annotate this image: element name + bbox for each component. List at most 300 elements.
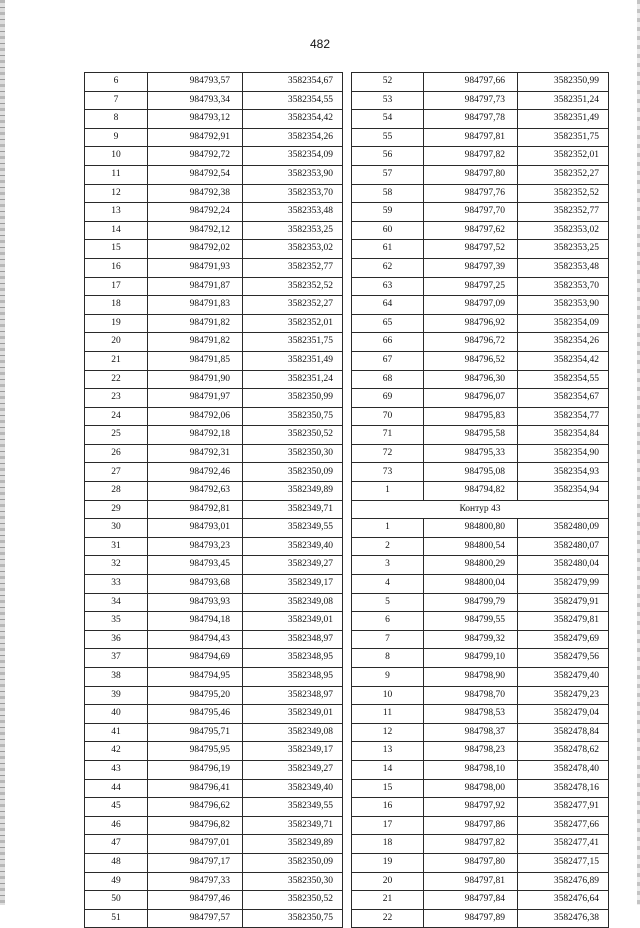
x-coordinate-cell: 984797,73 — [424, 91, 518, 110]
point-number-cell: 70 — [352, 407, 424, 426]
table-row — [352, 779, 609, 798]
point-number-cell: 26 — [85, 444, 148, 463]
y-coordinate-cell: 3582480,04 — [518, 556, 609, 575]
y-coordinate-cell: 3582352,77 — [243, 258, 343, 277]
point-number-cell: 36 — [85, 630, 148, 649]
table-row — [85, 630, 343, 649]
table-row — [85, 853, 343, 872]
y-coordinate-cell: 3582349,08 — [243, 723, 343, 742]
table-row — [85, 909, 343, 928]
y-coordinate-cell: 3582349,17 — [243, 575, 343, 594]
x-coordinate-cell: 984797,82 — [424, 147, 518, 166]
table-row — [352, 649, 609, 668]
y-coordinate-cell: 3582354,26 — [518, 333, 609, 352]
coordinates-table-left — [84, 72, 343, 928]
y-coordinate-cell: 3582348,97 — [243, 630, 343, 649]
table-row — [352, 742, 609, 761]
table-row — [352, 165, 609, 184]
x-coordinate-cell: 984794,18 — [148, 612, 243, 631]
y-coordinate-cell: 3582351,49 — [518, 110, 609, 129]
table-row — [352, 612, 609, 631]
x-coordinate-cell: 984798,70 — [424, 686, 518, 705]
point-number-cell: 5 — [352, 593, 424, 612]
x-coordinate-cell: 984797,33 — [148, 872, 243, 891]
x-coordinate-cell: 984797,57 — [148, 909, 243, 928]
point-number-cell: 53 — [352, 91, 424, 110]
x-coordinate-cell: 984792,12 — [148, 221, 243, 240]
y-coordinate-cell: 3582349,71 — [243, 500, 343, 519]
y-coordinate-cell: 3582352,77 — [518, 203, 609, 222]
y-coordinate-cell: 3582352,01 — [518, 147, 609, 166]
y-coordinate-cell: 3582478,40 — [518, 760, 609, 779]
table-row — [85, 463, 343, 482]
y-coordinate-cell: 3582352,52 — [243, 277, 343, 296]
x-coordinate-cell: 984792,06 — [148, 407, 243, 426]
y-coordinate-cell: 3582349,01 — [243, 705, 343, 724]
point-number-cell: 15 — [85, 240, 148, 259]
table-row — [85, 686, 343, 705]
coordinates-table-right — [351, 72, 609, 928]
point-number-cell: 29 — [85, 500, 148, 519]
point-number-cell: 35 — [85, 612, 148, 631]
point-number-cell: 1 — [352, 519, 424, 538]
x-coordinate-cell: 984797,80 — [424, 853, 518, 872]
table-row — [85, 612, 343, 631]
x-coordinate-cell: 984791,85 — [148, 351, 243, 370]
table-row — [352, 110, 609, 129]
x-coordinate-cell: 984799,10 — [424, 649, 518, 668]
point-number-cell: 55 — [352, 128, 424, 147]
table-row — [85, 575, 343, 594]
y-coordinate-cell: 3582478,84 — [518, 723, 609, 742]
y-coordinate-cell: 3582479,69 — [518, 630, 609, 649]
point-number-cell: 3 — [352, 556, 424, 575]
point-number-cell: 46 — [85, 816, 148, 835]
y-coordinate-cell: 3582354,67 — [243, 73, 343, 92]
y-coordinate-cell: 3582479,99 — [518, 575, 609, 594]
table-row — [85, 128, 343, 147]
table-row — [352, 147, 609, 166]
y-coordinate-cell: 3582354,90 — [518, 444, 609, 463]
x-coordinate-cell: 984796,92 — [424, 314, 518, 333]
point-number-cell: 25 — [85, 426, 148, 445]
table-row — [352, 370, 609, 389]
table-row — [352, 798, 609, 817]
table-row — [85, 742, 343, 761]
y-coordinate-cell: 3582349,01 — [243, 612, 343, 631]
y-coordinate-cell: 3582351,24 — [518, 91, 609, 110]
x-coordinate-cell: 984799,32 — [424, 630, 518, 649]
table-row — [85, 556, 343, 575]
x-coordinate-cell: 984792,81 — [148, 500, 243, 519]
y-coordinate-cell: 3582479,40 — [518, 668, 609, 687]
y-coordinate-cell: 3582349,89 — [243, 835, 343, 854]
table-row — [352, 519, 609, 538]
point-number-cell: 31 — [85, 537, 148, 556]
point-number-cell: 66 — [352, 333, 424, 352]
table-row — [85, 816, 343, 835]
table-row — [85, 705, 343, 724]
x-coordinate-cell: 984800,04 — [424, 575, 518, 594]
y-coordinate-cell: 3582478,62 — [518, 742, 609, 761]
y-coordinate-cell: 3582349,55 — [243, 519, 343, 538]
y-coordinate-cell: 3582350,30 — [243, 444, 343, 463]
point-number-cell: 18 — [352, 835, 424, 854]
table-row — [352, 91, 609, 110]
point-number-cell: 33 — [85, 575, 148, 594]
x-coordinate-cell: 984796,19 — [148, 760, 243, 779]
y-coordinate-cell: 3582350,99 — [243, 389, 343, 408]
point-number-cell: 61 — [352, 240, 424, 259]
point-number-cell: 43 — [85, 760, 148, 779]
y-coordinate-cell: 3582476,38 — [518, 909, 609, 928]
point-number-cell: 34 — [85, 593, 148, 612]
point-number-cell: 11 — [85, 165, 148, 184]
table-row — [85, 649, 343, 668]
table-row — [352, 909, 609, 928]
y-coordinate-cell: 3582349,89 — [243, 482, 343, 501]
table-row — [85, 891, 343, 910]
table-row — [352, 389, 609, 408]
table-row — [352, 872, 609, 891]
point-number-cell: 71 — [352, 426, 424, 445]
point-number-cell: 8 — [352, 649, 424, 668]
table-row — [85, 184, 343, 203]
x-coordinate-cell: 984799,79 — [424, 593, 518, 612]
y-coordinate-cell: 3582354,09 — [243, 147, 343, 166]
x-coordinate-cell: 984792,72 — [148, 147, 243, 166]
y-coordinate-cell: 3582353,90 — [518, 296, 609, 315]
x-coordinate-cell: 984791,87 — [148, 277, 243, 296]
point-number-cell: 16 — [352, 798, 424, 817]
point-number-cell: 20 — [85, 333, 148, 352]
x-coordinate-cell: 984797,09 — [424, 296, 518, 315]
y-coordinate-cell: 3582349,17 — [243, 742, 343, 761]
point-number-cell: 38 — [85, 668, 148, 687]
table-row — [352, 296, 609, 315]
x-coordinate-cell: 984793,68 — [148, 575, 243, 594]
x-coordinate-cell: 984791,97 — [148, 389, 243, 408]
point-number-cell: 49 — [85, 872, 148, 891]
x-coordinate-cell: 984794,95 — [148, 668, 243, 687]
point-number-cell: 18 — [85, 296, 148, 315]
x-coordinate-cell: 984795,46 — [148, 705, 243, 724]
y-coordinate-cell: 3582354,93 — [518, 463, 609, 482]
point-number-cell: 37 — [85, 649, 148, 668]
x-coordinate-cell: 984797,17 — [148, 853, 243, 872]
x-coordinate-cell: 984797,89 — [424, 909, 518, 928]
x-coordinate-cell: 984800,80 — [424, 519, 518, 538]
point-number-cell: 10 — [85, 147, 148, 166]
point-number-cell: 44 — [85, 779, 148, 798]
table-row — [85, 73, 343, 92]
table-row — [352, 537, 609, 556]
x-coordinate-cell: 984797,86 — [424, 816, 518, 835]
x-coordinate-cell: 984796,07 — [424, 389, 518, 408]
table-row — [352, 593, 609, 612]
x-coordinate-cell: 984796,62 — [148, 798, 243, 817]
point-number-cell: 22 — [352, 909, 424, 928]
x-coordinate-cell: 984792,38 — [148, 184, 243, 203]
x-coordinate-cell: 984792,24 — [148, 203, 243, 222]
point-number-cell: 42 — [85, 742, 148, 761]
point-number-cell: 47 — [85, 835, 148, 854]
x-coordinate-cell: 984796,30 — [424, 370, 518, 389]
x-coordinate-cell: 984797,81 — [424, 128, 518, 147]
point-number-cell: 8 — [85, 110, 148, 129]
y-coordinate-cell: 3582352,27 — [518, 165, 609, 184]
point-number-cell: 54 — [352, 110, 424, 129]
y-coordinate-cell: 3582352,01 — [243, 314, 343, 333]
table-row — [352, 203, 609, 222]
x-coordinate-cell: 984794,69 — [148, 649, 243, 668]
x-coordinate-cell: 984792,46 — [148, 463, 243, 482]
x-coordinate-cell: 984797,62 — [424, 221, 518, 240]
table-row — [85, 147, 343, 166]
point-number-cell: 59 — [352, 203, 424, 222]
y-coordinate-cell: 3582350,09 — [243, 463, 343, 482]
point-number-cell: 17 — [352, 816, 424, 835]
y-coordinate-cell: 3582353,25 — [243, 221, 343, 240]
y-coordinate-cell: 3582350,99 — [518, 73, 609, 92]
x-coordinate-cell: 984800,54 — [424, 537, 518, 556]
table-row — [85, 593, 343, 612]
point-number-cell: 10 — [352, 686, 424, 705]
table-row — [85, 165, 343, 184]
x-coordinate-cell: 984795,08 — [424, 463, 518, 482]
table-row — [85, 835, 343, 854]
y-coordinate-cell: 3582353,02 — [518, 221, 609, 240]
x-coordinate-cell: 984791,82 — [148, 333, 243, 352]
point-number-cell: 57 — [352, 165, 424, 184]
y-coordinate-cell: 3582479,56 — [518, 649, 609, 668]
table-row — [85, 426, 343, 445]
table-row — [85, 407, 343, 426]
point-number-cell: 11 — [352, 705, 424, 724]
table-row — [85, 333, 343, 352]
point-number-cell: 32 — [85, 556, 148, 575]
y-coordinate-cell: 3582350,30 — [243, 872, 343, 891]
table-row — [85, 779, 343, 798]
point-number-cell: 22 — [85, 370, 148, 389]
x-coordinate-cell: 984797,25 — [424, 277, 518, 296]
point-number-cell: 27 — [85, 463, 148, 482]
x-coordinate-cell: 984795,20 — [148, 686, 243, 705]
y-coordinate-cell: 3582479,81 — [518, 612, 609, 631]
point-number-cell: 51 — [85, 909, 148, 928]
scan-edge-left — [0, 0, 5, 905]
x-coordinate-cell: 984791,90 — [148, 370, 243, 389]
x-coordinate-cell: 984797,82 — [424, 835, 518, 854]
y-coordinate-cell: 3582348,97 — [243, 686, 343, 705]
point-number-cell: 14 — [352, 760, 424, 779]
point-number-cell: 64 — [352, 296, 424, 315]
table-row — [85, 258, 343, 277]
point-number-cell: 48 — [85, 853, 148, 872]
x-coordinate-cell: 984793,93 — [148, 593, 243, 612]
table-row — [85, 872, 343, 891]
x-coordinate-cell: 984791,83 — [148, 296, 243, 315]
y-coordinate-cell: 3582351,49 — [243, 351, 343, 370]
point-number-cell: 65 — [352, 314, 424, 333]
x-coordinate-cell: 984793,45 — [148, 556, 243, 575]
point-number-cell: 73 — [352, 463, 424, 482]
y-coordinate-cell: 3582477,15 — [518, 853, 609, 872]
table-row — [85, 482, 343, 501]
table-row — [352, 333, 609, 352]
table-row — [352, 128, 609, 147]
table-row — [85, 240, 343, 259]
y-coordinate-cell: 3582354,77 — [518, 407, 609, 426]
y-coordinate-cell: 3582350,09 — [243, 853, 343, 872]
point-number-cell: 20 — [352, 872, 424, 891]
x-coordinate-cell: 984798,53 — [424, 705, 518, 724]
table-row — [85, 296, 343, 315]
point-number-cell: 56 — [352, 147, 424, 166]
y-coordinate-cell: 3582354,09 — [518, 314, 609, 333]
y-coordinate-cell: 3582476,89 — [518, 872, 609, 891]
x-coordinate-cell: 984794,82 — [424, 482, 518, 501]
y-coordinate-cell: 3582477,66 — [518, 816, 609, 835]
x-coordinate-cell: 984793,01 — [148, 519, 243, 538]
y-coordinate-cell: 3582477,91 — [518, 798, 609, 817]
table-row — [352, 258, 609, 277]
x-coordinate-cell: 984796,82 — [148, 816, 243, 835]
point-number-cell: 1 — [352, 482, 424, 501]
point-number-cell: 19 — [352, 853, 424, 872]
point-number-cell: 21 — [352, 891, 424, 910]
point-number-cell: 41 — [85, 723, 148, 742]
y-coordinate-cell: 3582349,55 — [243, 798, 343, 817]
point-number-cell: 69 — [352, 389, 424, 408]
point-number-cell: 12 — [85, 184, 148, 203]
y-coordinate-cell: 3582480,09 — [518, 519, 609, 538]
point-number-cell: 72 — [352, 444, 424, 463]
x-coordinate-cell: 984797,39 — [424, 258, 518, 277]
point-number-cell: 30 — [85, 519, 148, 538]
y-coordinate-cell: 3582478,16 — [518, 779, 609, 798]
y-coordinate-cell: 3582479,04 — [518, 705, 609, 724]
point-number-cell: 16 — [85, 258, 148, 277]
x-coordinate-cell: 984795,71 — [148, 723, 243, 742]
y-coordinate-cell: 3582350,52 — [243, 891, 343, 910]
point-number-cell: 13 — [352, 742, 424, 761]
x-coordinate-cell: 984798,00 — [424, 779, 518, 798]
x-coordinate-cell: 984798,90 — [424, 668, 518, 687]
y-coordinate-cell: 3582351,24 — [243, 370, 343, 389]
point-number-cell: 17 — [85, 277, 148, 296]
y-coordinate-cell: 3582350,75 — [243, 909, 343, 928]
point-number-cell: 68 — [352, 370, 424, 389]
x-coordinate-cell: 984796,52 — [424, 351, 518, 370]
x-coordinate-cell: 984798,10 — [424, 760, 518, 779]
point-number-cell: 21 — [85, 351, 148, 370]
y-coordinate-cell: 3582479,91 — [518, 593, 609, 612]
table-row — [352, 463, 609, 482]
table-row — [352, 853, 609, 872]
table-row — [352, 686, 609, 705]
y-coordinate-cell: 3582354,84 — [518, 426, 609, 445]
y-coordinate-cell: 3582348,95 — [243, 649, 343, 668]
point-number-cell: 28 — [85, 482, 148, 501]
y-coordinate-cell: 3582349,40 — [243, 537, 343, 556]
page-number: 482 — [309, 37, 331, 51]
point-number-cell: 13 — [85, 203, 148, 222]
table-row — [352, 705, 609, 724]
table-row — [85, 389, 343, 408]
table-row — [352, 816, 609, 835]
x-coordinate-cell: 984797,92 — [424, 798, 518, 817]
y-coordinate-cell: 3582480,07 — [518, 537, 609, 556]
table-row — [352, 444, 609, 463]
table-row — [352, 723, 609, 742]
table-row — [85, 798, 343, 817]
table-row — [85, 203, 343, 222]
table-row — [352, 73, 609, 92]
y-coordinate-cell: 3582350,52 — [243, 426, 343, 445]
x-coordinate-cell: 984800,29 — [424, 556, 518, 575]
x-coordinate-cell: 984797,84 — [424, 891, 518, 910]
table-row — [85, 351, 343, 370]
x-coordinate-cell: 984797,52 — [424, 240, 518, 259]
x-coordinate-cell: 984792,54 — [148, 165, 243, 184]
y-coordinate-cell: 3582351,75 — [243, 333, 343, 352]
point-number-cell: 40 — [85, 705, 148, 724]
y-coordinate-cell: 3582349,27 — [243, 556, 343, 575]
y-coordinate-cell: 3582353,02 — [243, 240, 343, 259]
point-number-cell: 60 — [352, 221, 424, 240]
y-coordinate-cell: 3582354,26 — [243, 128, 343, 147]
table-row — [352, 760, 609, 779]
table-row — [352, 277, 609, 296]
x-coordinate-cell: 984796,72 — [424, 333, 518, 352]
x-coordinate-cell: 984795,58 — [424, 426, 518, 445]
table-row — [352, 426, 609, 445]
y-coordinate-cell: 3582349,27 — [243, 760, 343, 779]
point-number-cell: 7 — [85, 91, 148, 110]
point-number-cell: 52 — [352, 73, 424, 92]
x-coordinate-cell: 984797,81 — [424, 872, 518, 891]
table-row — [85, 519, 343, 538]
x-coordinate-cell: 984791,82 — [148, 314, 243, 333]
x-coordinate-cell: 984793,34 — [148, 91, 243, 110]
table-row — [85, 444, 343, 463]
y-coordinate-cell: 3582477,41 — [518, 835, 609, 854]
y-coordinate-cell: 3582353,90 — [243, 165, 343, 184]
y-coordinate-cell: 3582354,42 — [243, 110, 343, 129]
x-coordinate-cell: 984794,43 — [148, 630, 243, 649]
table-row — [352, 835, 609, 854]
x-coordinate-cell: 984793,57 — [148, 73, 243, 92]
x-coordinate-cell: 984797,46 — [148, 891, 243, 910]
x-coordinate-cell: 984797,66 — [424, 73, 518, 92]
table-row — [352, 184, 609, 203]
y-coordinate-cell: 3582353,48 — [518, 258, 609, 277]
x-coordinate-cell: 984797,76 — [424, 184, 518, 203]
table-row — [352, 407, 609, 426]
x-coordinate-cell: 984797,78 — [424, 110, 518, 129]
point-number-cell: 7 — [352, 630, 424, 649]
x-coordinate-cell: 984795,95 — [148, 742, 243, 761]
y-coordinate-cell: 3582476,64 — [518, 891, 609, 910]
table-row — [352, 891, 609, 910]
point-number-cell: 9 — [85, 128, 148, 147]
y-coordinate-cell: 3582353,25 — [518, 240, 609, 259]
section-title: Контур 43 — [352, 500, 609, 519]
x-coordinate-cell: 984796,41 — [148, 779, 243, 798]
point-number-cell: 67 — [352, 351, 424, 370]
x-coordinate-cell: 984793,12 — [148, 110, 243, 129]
